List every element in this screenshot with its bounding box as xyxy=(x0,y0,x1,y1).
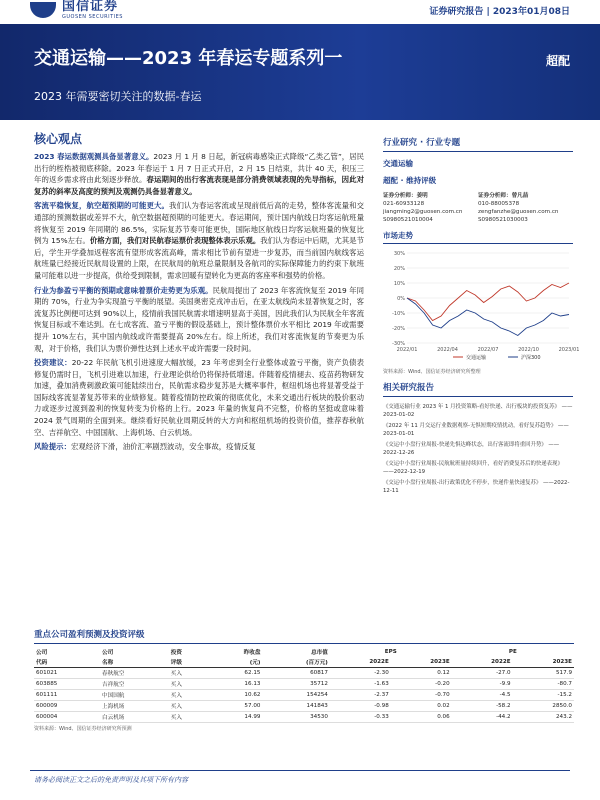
table-row xyxy=(34,679,574,690)
y-tick-label: -30% xyxy=(392,341,405,347)
table-row xyxy=(34,690,574,701)
y-tick-label: 30% xyxy=(393,251,405,257)
th-pe: PE xyxy=(508,649,517,655)
analyst-2-title: 证券分析师：曾凡喆 xyxy=(478,193,529,199)
table-row xyxy=(34,701,574,712)
table-cell: 16.13 xyxy=(208,679,262,690)
logo xyxy=(30,0,123,20)
related-list xyxy=(383,403,573,495)
table-cell: 0.02 xyxy=(391,701,452,712)
y-tick-label: 20% xyxy=(393,266,405,272)
table-cell: 买入 xyxy=(169,679,209,690)
th-sub-2: 评级 xyxy=(169,657,209,668)
table-cell: 601021 xyxy=(34,668,100,679)
p1-heading: 2023 春运数据观测具备显著意义。 xyxy=(34,152,154,161)
table-header-row-1 xyxy=(34,647,574,657)
table-cell: 春秋航空 xyxy=(100,668,169,679)
th-sub-1: 名称 xyxy=(100,657,169,668)
related-report-item[interactable]: 《2022 年 11 月交运行业数据观察-无惧短期疫情扰动，看好复苏趋势》 ——2023-01-01 xyxy=(383,423,569,437)
x-tick-label: 2022/04 xyxy=(437,347,458,353)
legend-label: 交通运输 xyxy=(466,355,487,361)
core-section xyxy=(34,130,364,456)
analyst-2-email[interactable]: zengfanzhe@guosen.com.cn xyxy=(478,209,559,215)
table-cell: 35712 xyxy=(262,679,329,690)
table-cell: -0.98 xyxy=(330,701,391,712)
table-cell: -0.20 xyxy=(391,679,452,690)
core-title: 核心观点 xyxy=(34,132,83,146)
paragraph-2 xyxy=(34,200,364,281)
table-cell: -1.63 xyxy=(330,679,391,690)
related-title: 相关研究报告 xyxy=(383,381,573,397)
x-tick-label: 2022/10 xyxy=(518,347,539,353)
paragraph-1 xyxy=(34,151,364,197)
y-tick-label: 0% xyxy=(397,296,405,302)
table-cell: 601111 xyxy=(34,690,100,701)
logo-text: 国信证券 xyxy=(62,0,119,14)
related-report-item[interactable]: 《交运中小盘行业周报-民航航班量持续回升，看好消费复苏后的快递表现》 ——2022-12-19 xyxy=(383,461,563,475)
table-source: 资料来源：Wind、国信证券经济研究所预测 xyxy=(34,726,132,732)
th-mktcap: 总市值 xyxy=(311,650,328,656)
p3-text: 民航局提出了 2023 年客流恢复至 2019 年同期的 70%，行业为争实现盈亏平衡的展望。美国奥密克戎冲击后，在亚太航线尚未显著恢复之时，客流复苏比例便可达到 90%以上，疫情前我国民航需求增速明显高于美国，因此我们认为民航全年客流恢复目标或不难达到。在七成客流、盈亏平衡的假设基础上，预计整体票价水平相比 2019 年或需要提升 10%左右，其中国内航线或许需要提高 20%左右。综上所述，我们对客流恢复的节奏更为乐观，对于价格，我们认为票价弹性达到上述水平或许需要一段时间。 xyxy=(34,285,364,353)
forecast-table xyxy=(34,647,574,723)
th-rating: 投资 xyxy=(170,650,182,656)
forecast-table-section xyxy=(34,628,574,732)
paragraph-5 xyxy=(34,441,364,453)
table-cell: 中国国航 xyxy=(100,690,169,701)
table-cell: 2850.0 xyxy=(513,701,574,712)
x-tick-label: 2022/07 xyxy=(477,347,499,353)
analyst-1-title: 证券分析师：姜明 xyxy=(383,193,428,199)
related-report-item[interactable]: 《交运中小盘行业周报-出行政策优化不停步，快递件量快速复苏》 ——2022-12-11 xyxy=(383,480,570,494)
footer-divider xyxy=(30,770,570,771)
table-cell: -44.2 xyxy=(452,712,513,723)
table-cell: 57.00 xyxy=(208,701,262,712)
table-cell: -4.5 xyxy=(452,690,513,701)
table-cell: 154254 xyxy=(262,690,329,701)
footer-disclaimer[interactable]: 请务必阅读正文之后的免责声明及其项下所有内容 xyxy=(34,776,188,784)
sector-label: 交通运输 xyxy=(383,159,413,168)
table-cell: 603885 xyxy=(34,679,100,690)
report-title: 交通运输——2023 年春运专题系列一 xyxy=(34,48,343,69)
table-cell: -0.70 xyxy=(391,690,452,701)
th-sub-3: (元) xyxy=(208,657,262,668)
paragraph-3 xyxy=(34,285,364,355)
table-body xyxy=(34,668,574,723)
market-chart-title: 市场走势 xyxy=(383,230,573,244)
header xyxy=(0,0,600,22)
table-cell: 62.15 xyxy=(208,668,262,679)
table-cell: 0.06 xyxy=(391,712,452,723)
table-cell: 买入 xyxy=(169,690,209,701)
table-cell: -80.7 xyxy=(513,679,574,690)
banner-rating: 超配 xyxy=(545,54,570,68)
p4-text: 20-22 年民航飞机引进速度大幅放缓，23 年考虑到全行业整体或盈亏平衡，资产负债表修复仍需时日，飞机引进难以加速，行业理论供给仍将保持低增速。伴随着疫情褪去、疫苗药物研发加速，叠加消费刺激政策可能陆续出台，民航需求稳步复苏是大概率事件，枢纽机场也将显著受益于国际线客流显著复苏带来的业绩修复。随着疫情防控政策的彻底优化，未来交通出行板块的股价驱动力或逐步过渡到盈利的恢复转变为价格的上行。2023 年量的恢复尚不完整，价格的坚挺或意味着 2024 景气周期的全面到来。继续看好民航业周期反转的大方向和枢纽机场的投资价值，推荐春秋航空、吉祥航空、中国国航、上海机场、白云机场。 xyxy=(34,358,364,437)
market-chart xyxy=(383,247,580,362)
table-cell: 14.99 xyxy=(208,712,262,723)
analyst-1-code: S0980521010004 xyxy=(383,217,433,223)
series-line xyxy=(407,283,569,321)
p2-text2: 我们认为春运中后期，尤其是节后，学生开学叠加返程客流有望形成客流高峰，需求相比节前有望进一步复苏，而当前国内航线客运航班量已经接近民航局设置的上限，在民航局的航班总量限制及各航司的实际保障能力的约束下航班量可能难以进一步提高，供给受到限制，需求回暖有望转化为更高的客座率和强势的价格。 xyxy=(34,236,364,280)
th-close: 昨收盘 xyxy=(243,650,261,656)
analyst-1-phone: 021-60933128 xyxy=(383,201,425,207)
y-tick-label: -10% xyxy=(392,311,405,317)
table-cell: 上海机场 xyxy=(100,701,169,712)
industry-label: 行业研究 · 行业专题 xyxy=(383,136,573,152)
y-tick-label: -20% xyxy=(392,326,405,332)
analyst-2-phone: 010-88005378 xyxy=(478,201,520,207)
logo-subtext: GUOSEN SECURITIES xyxy=(62,14,123,20)
related-report-item[interactable]: 《交运中小盘行业周报-快递先惧达峰状态，出行客流即将重回升势》 ——2022-12-26 xyxy=(383,442,560,456)
table-cell: -15.2 xyxy=(513,690,574,701)
th-sub-5: 2022E xyxy=(330,657,391,668)
p2-heading: 客流平稳恢复，航空超预期的可能更大。 xyxy=(34,201,170,211)
sidebar xyxy=(383,130,580,498)
table-cell: -0.33 xyxy=(330,712,391,723)
th-eps: EPS xyxy=(384,649,397,655)
table-cell: 买入 xyxy=(169,668,209,679)
legend-label: 沪深300 xyxy=(521,355,541,361)
th-sub-0: 代码 xyxy=(34,657,100,668)
table-cell: -27.0 xyxy=(452,668,513,679)
p1-text: 2023 月 1 月 8 日起，新冠病毒感染正式降级“乙类乙管”，居民出行的桎梏被彻底移除。2023 年春运于 1 月 7 日正式开启，2 月 15 日结束，共计 40 天，积压三年的返乡需求将由此刻逐步释放。 xyxy=(34,152,364,185)
analyst-1 xyxy=(383,192,478,224)
analyst-2 xyxy=(478,192,573,224)
table-row xyxy=(34,668,574,679)
th-sub-7: 2022E xyxy=(452,657,513,668)
th-sub-8: 2023E xyxy=(513,657,574,668)
rating-label: 超配 · 维持评级 xyxy=(383,176,437,185)
y-tick-label: 10% xyxy=(393,281,405,287)
table-cell: 141843 xyxy=(262,701,329,712)
table-title: 重点公司盈利预测及投资评级 xyxy=(34,628,574,644)
p2-bold: 价格方面，我们对民航春运票价表现整体表示乐观。 xyxy=(89,236,261,246)
table-cell: 买入 xyxy=(169,712,209,723)
th-sub-6: 2023E xyxy=(391,657,452,668)
table-cell: -2.37 xyxy=(330,690,391,701)
analyst-2-code: S0980521030003 xyxy=(478,217,528,223)
table-cell: 吉祥航空 xyxy=(100,679,169,690)
table-cell: 243.2 xyxy=(513,712,574,723)
p4-heading: 投资建议： xyxy=(34,358,72,368)
table-cell: 34530 xyxy=(262,712,329,723)
table-cell: 10.62 xyxy=(208,690,262,701)
table-cell: -9.9 xyxy=(452,679,513,690)
table-cell: 600004 xyxy=(34,712,100,723)
related-report-item[interactable]: 《交通运输行业 2023 年 1 月投资策略-看好快递、出行板块的投资复苏》 ——2023-01-02 xyxy=(383,404,573,418)
report-subtitle: 2023 年需要密切关注的数据-春运 xyxy=(34,90,202,103)
title-banner xyxy=(0,24,600,120)
p5-heading: 风险提示： xyxy=(34,442,71,452)
table-cell: 600009 xyxy=(34,701,100,712)
table-row xyxy=(34,712,574,723)
table-cell: 517.9 xyxy=(513,668,574,679)
chart-source: 资料来源：Wind、国信证券经济研究所整理 xyxy=(383,369,481,375)
x-tick-label: 2022/01 xyxy=(396,347,418,353)
th-name: 公司 xyxy=(102,650,114,656)
logo-mark-icon xyxy=(30,2,56,18)
table-cell: 买入 xyxy=(169,701,209,712)
x-tick-label: 2023/01 xyxy=(558,347,580,353)
p3-heading: 行业为参盈亏平衡的预期或意味着票价走势更为乐观。 xyxy=(34,285,213,295)
report-type: 证券研究报告 | 2023年01月08日 xyxy=(429,7,570,17)
p1-bold: 春运期间的出行客流表现是部分消费领域表现的先导指标，因此对复苏的斜率及高度的预判及观测仍具备显著意义。 xyxy=(34,175,364,196)
table-header-row-2 xyxy=(34,657,574,668)
p5-text: 宏观经济下滑，油价汇率剧烈波动，安全事故，疫情反复 xyxy=(70,442,256,452)
p2-text: 我们认为春运客流或呈现前低后高的走势，整体客流量和交通部的预测数据或差异不大，航空数据超预期的可能更大。春运期间，预计国内航线日均客运航班量将恢复至 2019 年同期的 86.5%，实际复苏节奏可能更快，国际地区航线日均客运航班量的恢复比例为 15%左右。 xyxy=(34,201,364,246)
th-sub-4: (百万元) xyxy=(262,657,329,668)
analyst-1-email[interactable]: jiangming2@guosen.com.cn xyxy=(383,209,463,215)
analysts xyxy=(383,192,573,224)
th-code: 公司 xyxy=(36,650,48,656)
table-cell: 60817 xyxy=(262,668,329,679)
table-cell: -58.2 xyxy=(452,701,513,712)
table-cell: -2.30 xyxy=(330,668,391,679)
series-line xyxy=(407,298,569,336)
paragraph-4 xyxy=(34,357,364,438)
table-cell: 0.12 xyxy=(391,668,452,679)
table-cell: 白云机场 xyxy=(100,712,169,723)
